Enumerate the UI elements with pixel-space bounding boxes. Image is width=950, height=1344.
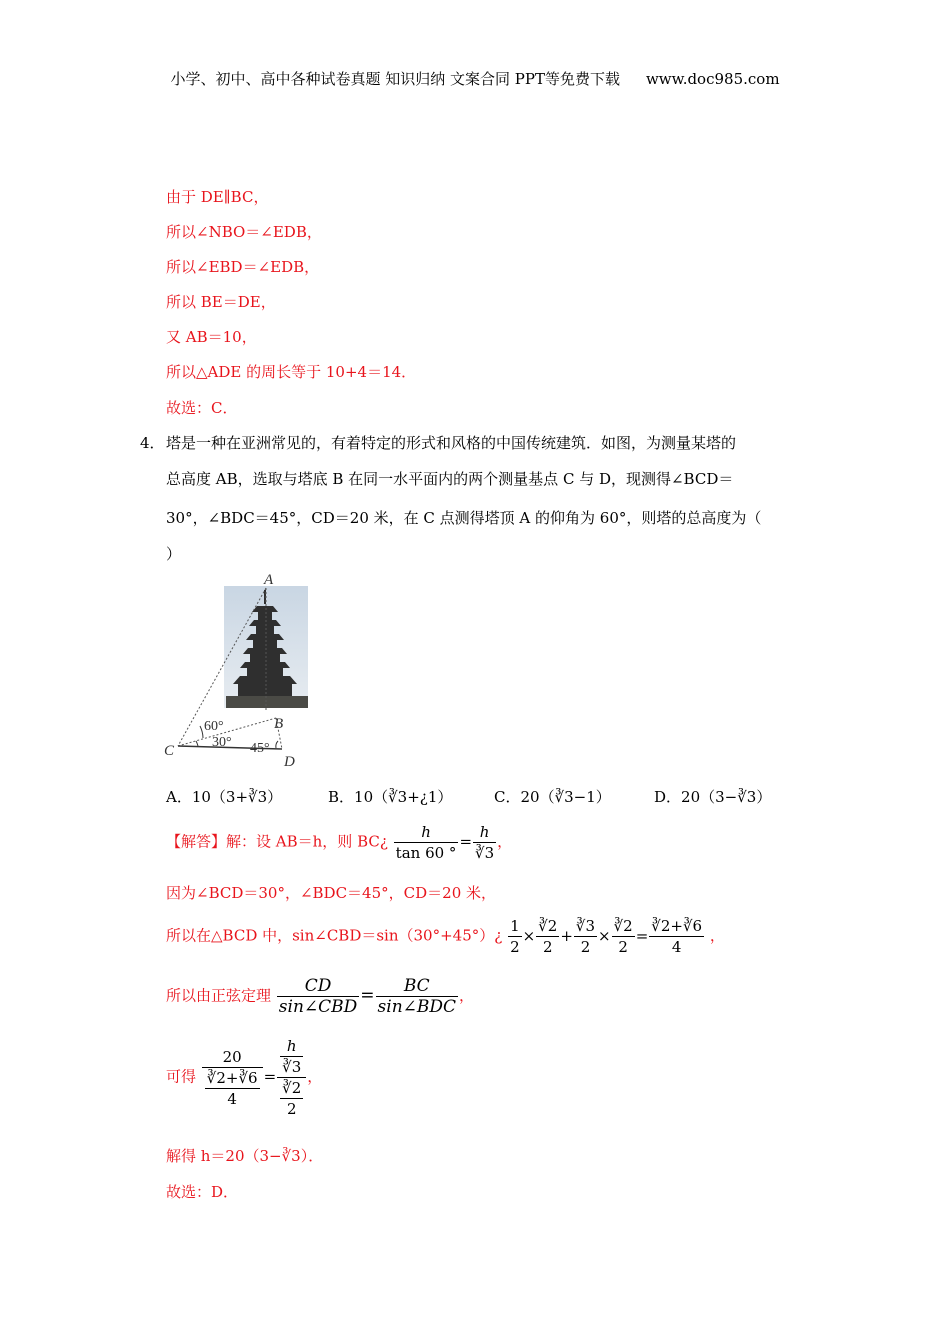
solution-line-3-text: 所以在△BCD 中，sin∠CBD＝sin（30°+45°）¿: [166, 926, 503, 945]
frac-num: BC: [376, 976, 458, 997]
option-c: C．20（∛3−1）: [494, 788, 611, 806]
solution-line-3: [166, 916, 725, 957]
frac-den: 4: [671, 938, 682, 956]
inner-frac: [205, 1068, 260, 1109]
prev-line-1: 由于 DE∥BC，: [166, 188, 269, 206]
inner-frac: [280, 1036, 303, 1077]
question-line-2: 总高度 AB，选取与塔底 B 在同一水平面内的两个测量基点 C 与 D，现测得∠BCD＝: [166, 470, 734, 488]
frac-num: CD: [277, 976, 359, 997]
equals-sign: =: [360, 985, 375, 1006]
label-b: B: [274, 716, 284, 732]
frac-den: 2: [618, 938, 628, 956]
option-a: A．10（3+∛3）: [166, 788, 283, 806]
angle-label-45: 45°: [250, 741, 270, 756]
question-line-4: ）: [166, 545, 182, 563]
label-c: C: [164, 743, 175, 759]
frac-den: [277, 1078, 306, 1119]
question-line-3: 30°，∠BDC＝45°，CD＝20 米，在 C 点测得塔顶 A 的仰角为 60°，则塔的总高度为（: [166, 509, 762, 527]
solution-line-5: [166, 1036, 322, 1119]
frac-num: h: [280, 1036, 303, 1057]
frac: [649, 916, 704, 957]
comma: ，: [709, 926, 725, 945]
angle-label-30: 30°: [212, 735, 232, 750]
frac-num: ∛2: [613, 917, 633, 935]
frac-den: tan 60 °: [395, 844, 457, 862]
frac-den: 2: [510, 938, 520, 956]
frac-num: h: [394, 822, 459, 843]
frac-num: 20: [202, 1047, 263, 1068]
solution-line-4-text: 所以由正弦定理: [166, 986, 272, 1005]
inner-frac: [280, 1078, 303, 1119]
solution-line-7: 故选：D．: [166, 1183, 239, 1201]
frac-h-tan60: [394, 822, 459, 863]
solution-tag: 【解答】: [166, 832, 227, 851]
complex-frac-left: [202, 1047, 263, 1109]
label-d: D: [284, 754, 295, 770]
solution-line-2: 因为∠BCD＝30°，∠BDC＝45°，CD＝20 米，: [166, 884, 497, 902]
solution-line-4: [166, 976, 474, 1017]
equals-sign: =: [635, 926, 649, 945]
prev-line-7: 故选：C．: [166, 399, 238, 417]
frac: [574, 916, 597, 957]
comma: ，: [459, 986, 475, 1005]
frac-num: ∛3: [575, 917, 596, 935]
times-sign: ×: [598, 926, 611, 945]
frac: [612, 916, 635, 957]
frac-den: sin∠CBD: [278, 997, 358, 1017]
frac: [508, 916, 522, 957]
question-number: 4．: [140, 434, 165, 452]
prev-line-5: 又 AB＝10，: [166, 328, 257, 346]
frac-den: 2: [543, 938, 553, 956]
label-a: A: [264, 572, 274, 588]
option-b: B．10（∛3+¿1）: [328, 788, 453, 806]
option-d: D．20（3−∛3）: [654, 788, 772, 806]
frac-num: ∛2+∛6: [206, 1068, 258, 1087]
frac-bc-sin: [376, 976, 458, 1017]
question-line-1: 塔是一种在亚洲常见的，有着特定的形式和风格的中国传统建筑．如图，为测量某塔的: [166, 434, 737, 452]
frac-den: 2: [580, 938, 591, 956]
page-header: [0, 68, 950, 89]
frac-den: sin∠BDC: [377, 997, 457, 1017]
frac: [536, 916, 559, 957]
frac-num: 1: [510, 917, 520, 935]
comma: ，: [497, 832, 513, 851]
frac-den: 4: [227, 1089, 237, 1108]
header-site: www.doc985.com: [645, 70, 780, 88]
prev-line-3: 所以∠EBD＝∠EDB，: [166, 258, 320, 276]
frac-num: ∛2: [282, 1079, 302, 1097]
tower-figure: [160, 566, 310, 775]
solution-line-6: 解得 h＝20（3−∛3）．: [166, 1147, 324, 1165]
times-sign: ×: [522, 926, 536, 945]
tower-diagram: [160, 566, 310, 771]
prev-line-6: 所以△ADE 的周长等于 10+4＝14．: [166, 363, 417, 381]
angle-arc-45: [276, 741, 278, 748]
frac-den: [202, 1068, 263, 1109]
equals-sign: =: [263, 1067, 277, 1086]
equals-sign: =: [459, 832, 473, 851]
frac-num: ∛2: [538, 917, 558, 935]
complex-frac-right: [277, 1036, 306, 1119]
plus-sign: +: [560, 926, 573, 945]
frac-cd-sin: [277, 976, 359, 1017]
frac-den: ∛3: [475, 844, 495, 862]
prev-line-4: 所以 BE＝DE，: [166, 293, 276, 311]
sum-expression: [507, 917, 710, 956]
frac-num: ∛2+∛6: [651, 917, 703, 935]
angle-arc-60: [200, 726, 203, 738]
angle-label-60: 60°: [204, 719, 224, 734]
prev-line-2: 所以∠NBO＝∠EDB，: [166, 223, 322, 241]
solution-line-1: [166, 822, 512, 863]
solution-line-5-text: 可得: [166, 1067, 197, 1086]
frac-den: ∛3: [282, 1058, 302, 1076]
comma: ，: [307, 1067, 323, 1086]
frac-num: h: [473, 822, 496, 843]
frac-h-root3: [473, 822, 496, 863]
frac-den: 2: [286, 1100, 297, 1118]
solution-line-1-text: 解：设 AB＝h，则 BC¿: [226, 832, 388, 851]
header-text: 小学、初中、高中各种试卷真题 知识归纳 文案合同 PPT等免费下载: [170, 70, 620, 88]
angle-arc-30: [196, 741, 198, 746]
frac-num: [277, 1036, 306, 1078]
